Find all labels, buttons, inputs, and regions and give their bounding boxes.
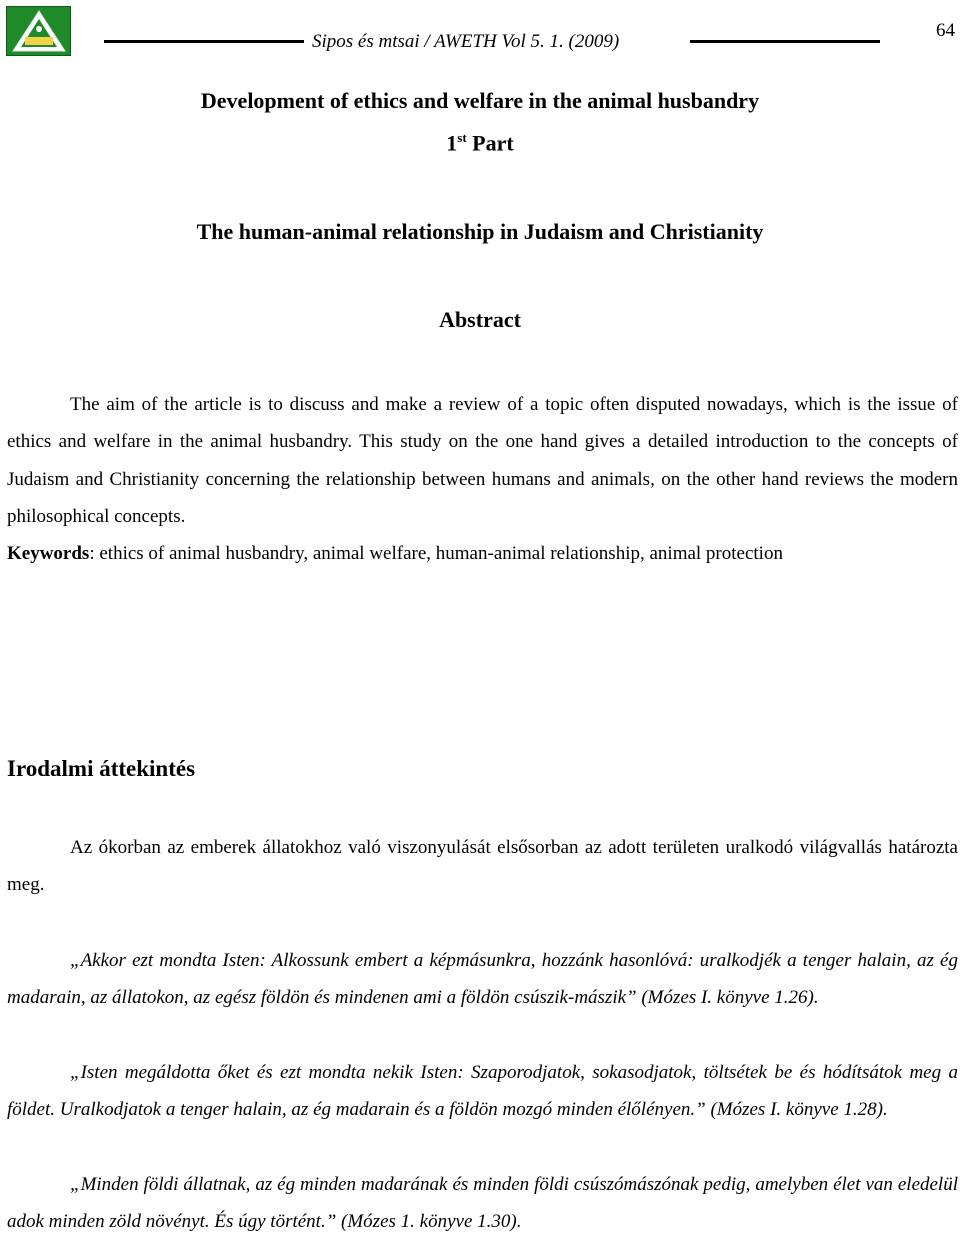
section-heading: Irodalmi áttekintés <box>7 756 196 781</box>
keywords-text: : ethics of animal husbandry, animal welfare, human-animal relationship, animal protection <box>89 543 783 564</box>
keywords-line <box>7 535 958 572</box>
part-label <box>0 130 960 156</box>
page-number: 64 <box>936 20 955 41</box>
bible-quote: „Isten megáldotta őket és ezt mondta nekik Isten: Szaporodjatok, sokasodjatok, töltsétek be és hódítsátok meg a földet. Uralkodjatok a tenger halain, az ég madarain és a földön mozgó minden élőlényen.” (Mózes I. könyve 1.28). <box>7 1062 958 1121</box>
abstract-heading: Abstract <box>439 307 521 332</box>
header-rule-right <box>690 40 880 43</box>
bible-quote: „Akkor ezt mondta Isten: Alkossunk embert a képmásunkra, hozzánk hasonlóvá: uralkodjék a tenger halain, az ég madarain, az állatokon, az egész földön és mindenen ami a földön csúszik-mászik” (Mózes I. könyve 1.26). <box>7 950 958 1009</box>
running-head: Sipos és mtsai / AWETH Vol 5. 1. (2009) <box>312 31 620 52</box>
abstract-text: The aim of the article is to discuss and make a review of a topic often disputed nowadays, which is the issue of ethics and welfare in the animal husbandry. This study on the one hand gives a detailed introduction to the concepts of Judaism and Christianity concerning the relationship between humans and animals, on the other hand reviews the modern philosophical concepts. <box>7 394 958 527</box>
journal-logo-icon <box>6 6 71 56</box>
part-number: 1 <box>446 130 458 156</box>
keywords-label: Keywords <box>7 543 90 564</box>
part-suffix: st <box>457 130 467 145</box>
bible-quote: „Minden földi állatnak, az ég minden madarának és minden földi csúszómászónak pedig, amelyben élet van eledelül adok minden zöld növényt. És úgy történt.” (Mózes 1. könyve 1.30). <box>7 1174 958 1233</box>
part-word: Part <box>472 130 514 156</box>
article-title: Development of ethics and welfare in the animal husbandry <box>200 88 760 113</box>
section-intro: Az ókorban az emberek állatokhoz való viszonyulását elsősorban az adott területen uralkodó világvallás határozta meg. <box>7 837 958 896</box>
article-subtitle: The human-animal relationship in Judaism and Christianity <box>196 219 764 244</box>
header-rule-left <box>104 40 304 43</box>
